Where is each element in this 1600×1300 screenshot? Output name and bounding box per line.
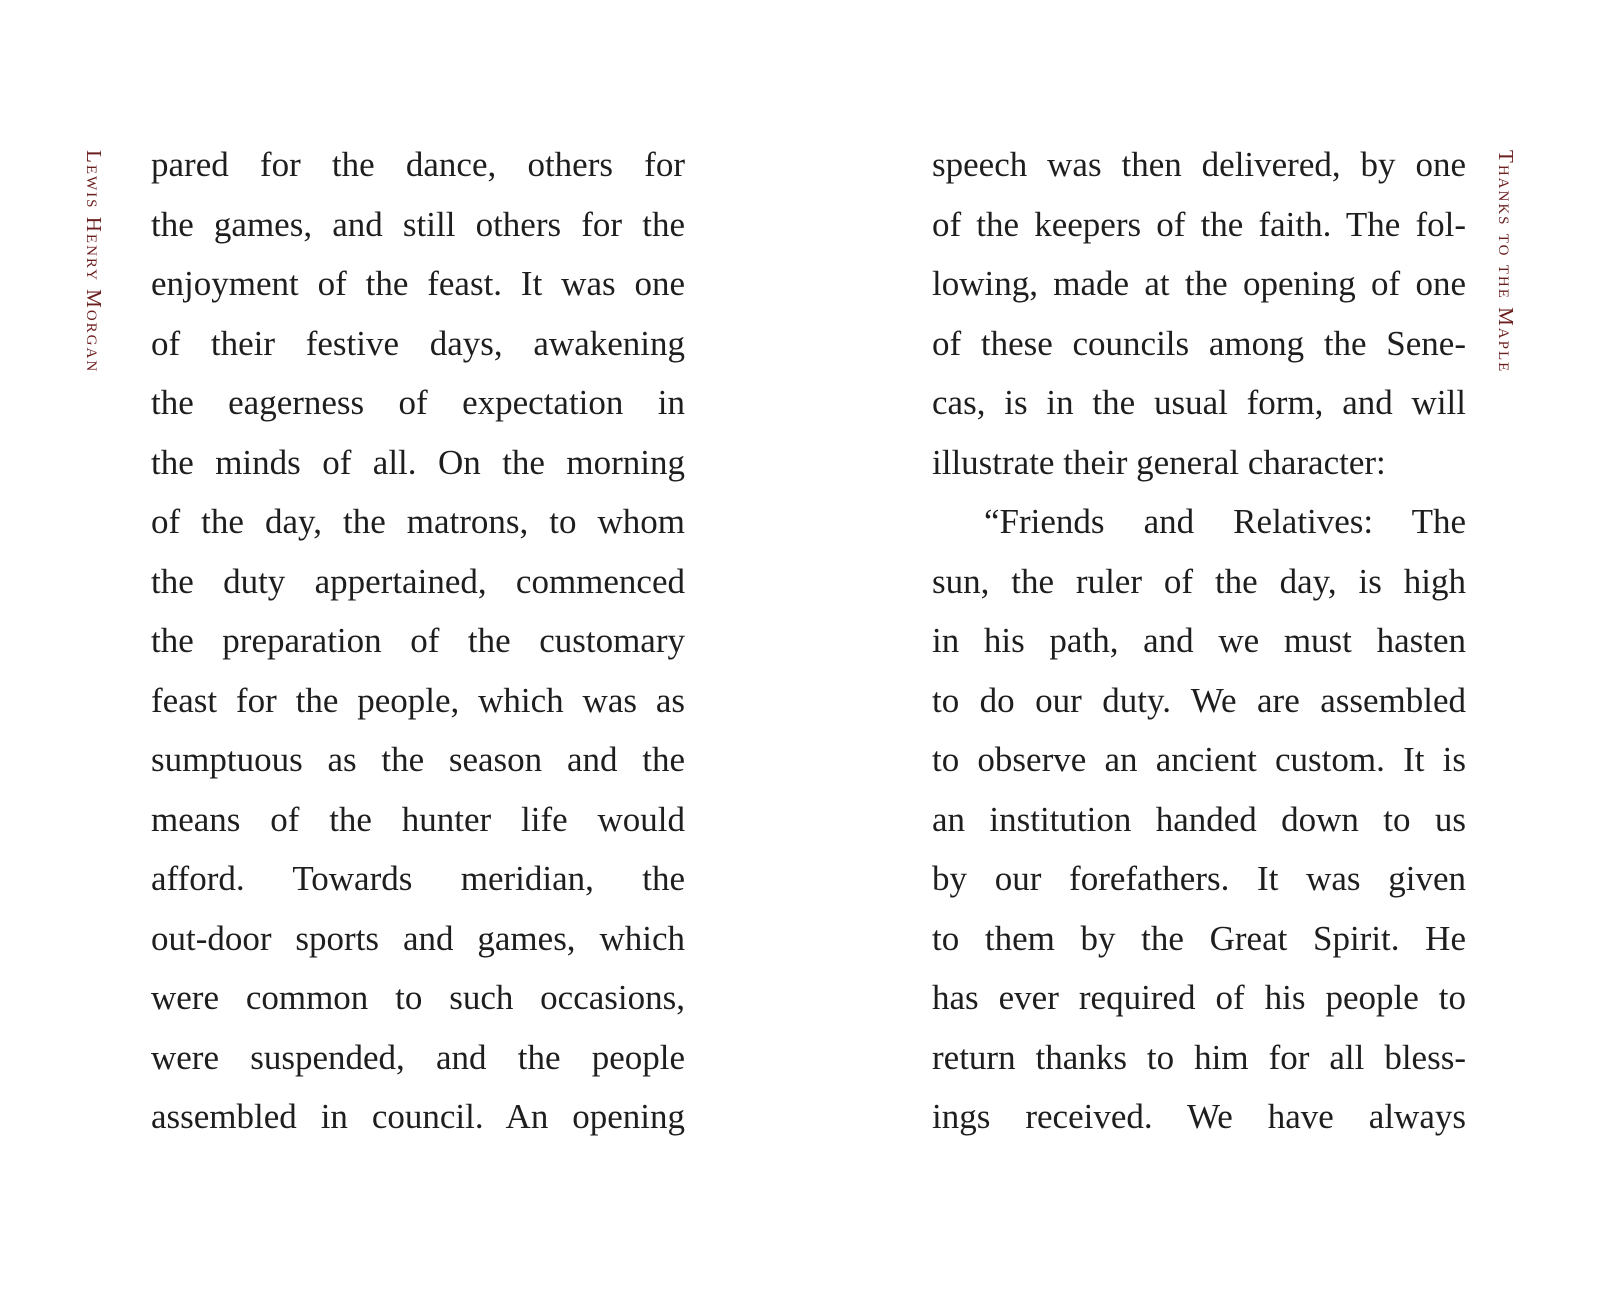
text-line: ings received. We have always xyxy=(932,1097,1466,1136)
text-line: were suspended, and the people xyxy=(151,1037,685,1077)
text-line: has ever required of his people to xyxy=(932,978,1466,1017)
text-line: to them by the Great Spirit. He xyxy=(932,918,1466,958)
text-line: an institution handed down to us xyxy=(932,799,1466,839)
paragraph-last-line: illustrate their general character: xyxy=(932,442,1386,482)
text-line: the eagerness of expectation in xyxy=(151,383,685,422)
left-page-text xyxy=(151,135,685,1147)
text-line: to do our duty. We are assembled xyxy=(932,680,1466,720)
right-running-head-text: Thanks to the Maple xyxy=(1494,150,1518,374)
text-line: cas, is in the usual form, and will xyxy=(932,383,1466,422)
text-line: to observe an ancient custom. It is xyxy=(932,740,1466,779)
left-running-head-text: Lewis Henry Morgan xyxy=(82,150,106,374)
right-page-text xyxy=(932,135,1466,1147)
text-line: of the keepers of the faith. The fol- xyxy=(932,204,1466,244)
text-line: pared for the dance, others for xyxy=(151,145,685,184)
text-line: by our forefathers. It was given xyxy=(932,859,1466,898)
text-line: lowing, made at the opening of one xyxy=(932,264,1466,303)
text-line: assembled in council. An opening xyxy=(151,1097,685,1136)
text-line: afford. Towards meridian, the xyxy=(151,859,685,898)
right-running-head xyxy=(1495,150,1516,373)
text-line: the minds of all. On the morning xyxy=(151,442,685,482)
text-line: speech was then delivered, by one xyxy=(932,145,1466,184)
text-line: of their festive days, awakening xyxy=(151,323,685,363)
text-line: in his path, and we must hasten xyxy=(932,621,1466,660)
text-line: sumptuous as the season and the xyxy=(151,740,685,779)
text-line: out-door sports and games, which xyxy=(151,918,685,958)
text-line: of the day, the matrons, to whom xyxy=(151,502,685,541)
left-running-head xyxy=(83,150,104,373)
text-line: enjoyment of the feast. It was one xyxy=(151,264,685,303)
text-line: the duty appertained, commenced xyxy=(151,561,685,601)
text-line: feast for the people, which was as xyxy=(151,680,685,720)
text-line: of these councils among the Sene- xyxy=(932,323,1466,363)
paragraph-first-line: “Friends and Relatives: The xyxy=(984,502,1466,541)
text-line: means of the hunter life would xyxy=(151,799,685,839)
text-line: the preparation of the customary xyxy=(151,621,685,660)
text-line: sun, the ruler of the day, is high xyxy=(932,561,1466,601)
text-line: return thanks to him for all bless- xyxy=(932,1037,1466,1077)
text-line: were common to such occasions, xyxy=(151,978,685,1017)
text-line: the games, and still others for the xyxy=(151,204,685,244)
